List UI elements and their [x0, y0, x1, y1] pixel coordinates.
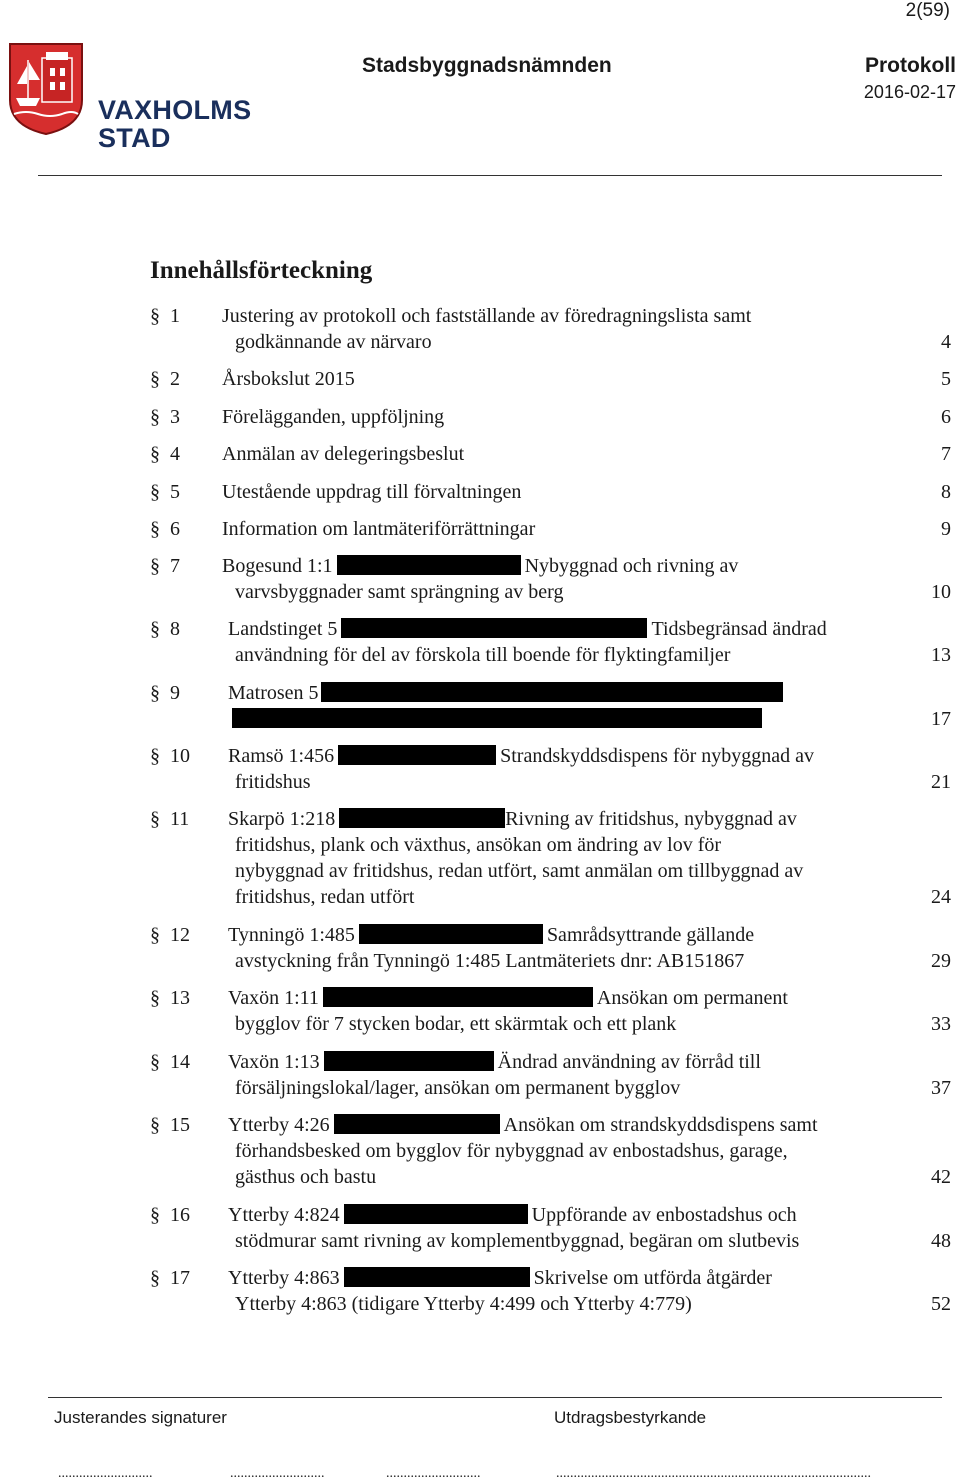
- item-title-line: fritidshus, plank och växthus, ansökan om ändring av lov för: [235, 834, 722, 856]
- item-title-line: Justering av protokoll och fastställande av föredragningslista samt: [222, 305, 752, 327]
- logo-line-2: STAD: [98, 123, 171, 153]
- item-page: 17: [931, 708, 951, 730]
- item-page: 6: [941, 406, 951, 428]
- item-page: 7: [941, 443, 951, 465]
- item-title-start: Uppförande av enbostadshus och: [531, 1204, 797, 1226]
- section-symbol: §: [150, 682, 160, 704]
- item-title-start: Rivning av fritidshus, nybyggnad av: [505, 808, 797, 830]
- redaction-bar: [323, 987, 593, 1007]
- item-number: 6: [170, 518, 180, 540]
- item-title-line: fritidshus, redan utfört: [235, 886, 415, 908]
- item-title-start: Ansökan om permanent: [596, 987, 788, 1009]
- redaction-bar: [359, 924, 543, 944]
- item-title-start: Strandskyddsdispens för nybyggnad av: [500, 745, 814, 767]
- document-date: 2016-02-17: [863, 82, 956, 102]
- header-divider: [38, 175, 942, 176]
- item-title-line: gästhus och bastu: [235, 1166, 377, 1188]
- property-name: Skarpö 1:218: [228, 808, 336, 830]
- item-number: 4: [170, 443, 180, 465]
- item-page: 24: [931, 886, 951, 908]
- item-title-line: Information om lantmäteriförrättningar: [222, 518, 536, 540]
- section-symbol: §: [150, 618, 160, 640]
- municipality-logo: [6, 40, 252, 153]
- item-title-line: Förelägganden, uppföljning: [222, 406, 445, 428]
- item-number: 15: [170, 1114, 190, 1136]
- extract-certification-label: Utdragsbestyrkande: [554, 1408, 707, 1427]
- item-number: 17: [170, 1267, 190, 1289]
- redaction-bar: [339, 808, 505, 828]
- item-number: 14: [170, 1051, 190, 1073]
- redaction-bar: [232, 708, 762, 728]
- item-number: 12: [170, 924, 190, 946]
- item-page: 42: [931, 1166, 951, 1188]
- property-name: Matrosen 5: [228, 682, 319, 704]
- signatures-label: Justerandes signaturer: [54, 1408, 227, 1427]
- signature-line-3: ...........................: [386, 1466, 481, 1481]
- redaction-bar: [337, 555, 521, 575]
- item-title-line: avstyckning från Tynningö 1:485 Lantmäteriets dnr: AB151867: [235, 950, 745, 972]
- signature-line-1: ...........................: [58, 1466, 153, 1481]
- item-title-start: Skrivelse om utförda åtgärder: [533, 1267, 772, 1289]
- property-name: Ytterby 4:26: [228, 1114, 330, 1136]
- item-number: 11: [170, 808, 190, 830]
- item-number: 16: [170, 1204, 190, 1226]
- redaction-bar: [344, 1267, 530, 1287]
- item-page: 37: [931, 1077, 951, 1099]
- section-symbol: §: [150, 518, 160, 540]
- section-symbol: §: [150, 1051, 160, 1073]
- extract-signature-line: ..........................................................................................: [556, 1466, 871, 1481]
- section-symbol: §: [150, 406, 160, 428]
- item-page: 21: [931, 771, 951, 793]
- item-title-line: varvsbyggnader samt sprängning av berg: [235, 581, 564, 603]
- redaction-bar: [334, 1114, 500, 1134]
- item-page: 10: [931, 581, 951, 603]
- item-number: 3: [170, 406, 180, 428]
- item-title-start: Samrådsyttrande gällande: [546, 924, 755, 946]
- item-page: 13: [931, 644, 951, 666]
- committee-name: Stadsbyggnadsnämnden: [362, 54, 612, 77]
- section-symbol: §: [150, 1204, 160, 1226]
- item-page: 9: [941, 518, 951, 540]
- section-symbol: §: [150, 987, 160, 1009]
- item-page: 29: [931, 950, 951, 972]
- vaxholm-coat-of-arms-icon: [6, 40, 86, 136]
- section-symbol: §: [150, 1267, 160, 1289]
- item-number: 1: [170, 305, 180, 327]
- item-number: 13: [170, 987, 190, 1009]
- item-page: 5: [941, 368, 951, 390]
- item-title-start: Ansökan om strandskyddsdispens samt: [503, 1114, 818, 1136]
- item-title-line: fritidshus: [235, 771, 311, 793]
- item-title-line: försäljningslokal/lager, ansökan om permanent bygglov: [235, 1077, 681, 1099]
- property-name: Vaxön 1:11: [228, 987, 319, 1009]
- section-symbol: §: [150, 481, 160, 503]
- section-symbol: §: [150, 368, 160, 390]
- item-number: 9: [170, 682, 180, 704]
- section-symbol: §: [150, 555, 160, 577]
- signature-line-2: ...........................: [230, 1466, 325, 1481]
- logo-line-1: VAXHOLMS: [98, 95, 252, 125]
- section-symbol: §: [150, 808, 160, 830]
- item-title-start: Tidsbegränsad ändrad: [651, 618, 827, 640]
- item-page: 52: [931, 1293, 951, 1315]
- section-symbol: §: [150, 924, 160, 946]
- property-name: Tynningö 1:485: [228, 924, 355, 946]
- property-name: Ramsö 1:456: [228, 745, 335, 767]
- item-number: 5: [170, 481, 180, 503]
- redaction-bar: [324, 1051, 494, 1071]
- item-title-line: förhandsbesked om bygglov för nybyggnad av enbostadshus, garage,: [235, 1140, 788, 1162]
- property-name: Ytterby 4:863: [228, 1267, 340, 1289]
- item-page: 33: [931, 1013, 951, 1035]
- item-title-start: Nybyggnad och rivning av: [524, 555, 739, 577]
- property-name: Bogesund 1:1: [222, 555, 333, 577]
- section-symbol: §: [150, 443, 160, 465]
- item-number: 10: [170, 745, 190, 767]
- section-symbol: §: [150, 745, 160, 767]
- item-title-line: Utestående uppdrag till förvaltningen: [222, 481, 522, 503]
- redaction-bar: [341, 618, 647, 638]
- item-number: 2: [170, 368, 180, 390]
- item-title-line: Årsbokslut 2015: [222, 368, 355, 390]
- item-page: 48: [931, 1230, 951, 1252]
- page-number: 2(59): [905, 0, 950, 21]
- item-title-line: godkännande av närvaro: [235, 331, 432, 353]
- item-number: 7: [170, 555, 180, 577]
- property-name: Ytterby 4:824: [228, 1204, 340, 1226]
- document-type: Protokoll: [864, 54, 956, 77]
- section-symbol: §: [150, 1114, 160, 1136]
- item-page: 4: [941, 331, 951, 353]
- redaction-bar: [344, 1204, 528, 1224]
- item-title-line: stödmurar samt rivning av komplementbyggnad, begäran om slutbevis: [235, 1230, 800, 1252]
- property-name: Landstinget 5: [228, 618, 338, 640]
- item-number: 8: [170, 618, 180, 640]
- footer-divider: [48, 1397, 942, 1398]
- item-title-line: Anmälan av delegeringsbeslut: [222, 443, 465, 465]
- item-title-line: bygglov för 7 stycken bodar, ett skärmtak och ett plank: [235, 1013, 677, 1035]
- redaction-bar: [321, 682, 783, 702]
- toc-heading: Innehållsförteckning: [150, 257, 373, 284]
- redaction-bar: [338, 745, 496, 765]
- item-title-line: användning för del av förskola till boende för flyktingfamiljer: [235, 644, 731, 666]
- item-page: 8: [941, 481, 951, 503]
- section-symbol: §: [150, 305, 160, 327]
- item-title-start: Ändrad användning av förråd till: [497, 1051, 761, 1073]
- property-name: Vaxön 1:13: [228, 1051, 320, 1073]
- item-title-line: nybyggnad av fritidshus, redan utfört, samt anmälan om tillbyggnad av: [235, 860, 804, 882]
- item-title-line: Ytterby 4:863 (tidigare Ytterby 4:499 och Ytterby 4:779): [235, 1293, 692, 1315]
